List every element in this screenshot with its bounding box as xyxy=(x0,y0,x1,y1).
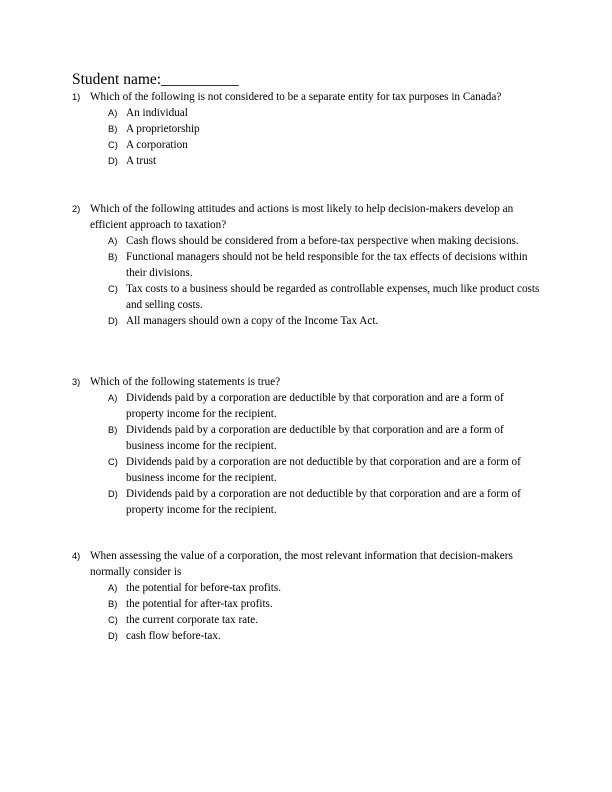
question-3 xyxy=(72,374,542,518)
answer-option[interactable] xyxy=(108,454,542,486)
student-name-label: Student name:__________ xyxy=(72,71,239,88)
question-text: Which of the following attitudes and actions is most likely to help decision-makers develop an efficient approach to taxation? xyxy=(90,203,514,231)
option-letter: C) xyxy=(108,284,118,294)
option-text: cash flow before-tax. xyxy=(126,630,221,642)
option-letter: A) xyxy=(108,393,118,403)
answer-options xyxy=(108,390,542,518)
question-stem xyxy=(72,89,542,105)
option-text: the potential for after-tax profits. xyxy=(126,598,273,610)
option-text: the current corporate tax rate. xyxy=(126,614,258,626)
option-letter: A) xyxy=(108,583,118,593)
question-text: Which of the following is not considered to be a separate entity for tax purposes in Canada? xyxy=(90,91,502,103)
answer-option[interactable] xyxy=(108,486,542,518)
option-text: Dividends paid by a corporation are deductible by that corporation and are a form of business income for the recipient. xyxy=(126,424,504,452)
question-number: 4) xyxy=(72,551,81,561)
option-letter: B) xyxy=(108,124,118,134)
question-4 xyxy=(72,548,542,644)
answer-option[interactable] xyxy=(108,313,542,329)
answer-options xyxy=(108,105,542,169)
option-text: A corporation xyxy=(126,139,188,151)
option-letter: D) xyxy=(108,156,118,166)
option-letter: D) xyxy=(108,489,118,499)
option-letter: C) xyxy=(108,140,118,150)
question-stem xyxy=(72,374,542,390)
question-1 xyxy=(72,89,542,169)
question-number: 2) xyxy=(72,204,81,214)
answer-option[interactable] xyxy=(108,153,542,169)
option-text: Functional managers should not be held responsible for the tax effects of decisions within their divisions. xyxy=(126,251,528,279)
answer-option[interactable] xyxy=(108,390,542,422)
option-letter: C) xyxy=(108,615,118,625)
question-stem xyxy=(72,201,542,233)
option-text: A trust xyxy=(126,155,157,167)
question-number: 3) xyxy=(72,377,81,387)
option-letter: D) xyxy=(108,631,118,641)
answer-option[interactable] xyxy=(108,121,542,137)
answer-options xyxy=(108,580,542,644)
answer-option[interactable] xyxy=(108,249,542,281)
answer-option[interactable] xyxy=(108,422,542,454)
option-text: A proprietorship xyxy=(126,123,200,135)
option-letter: C) xyxy=(108,457,118,467)
option-letter: D) xyxy=(108,316,118,326)
option-letter: B) xyxy=(108,425,118,435)
answer-option[interactable] xyxy=(108,137,542,153)
option-text: Dividends paid by a corporation are not deductible by that corporation and are a form of property income for the recipient. xyxy=(126,488,521,516)
option-text: An individual xyxy=(126,107,188,119)
question-2 xyxy=(72,201,542,329)
answer-options xyxy=(108,233,542,329)
question-stem xyxy=(72,548,542,580)
option-text: All managers should own a copy of the Income Tax Act. xyxy=(126,315,379,327)
option-letter: B) xyxy=(108,252,118,262)
answer-option[interactable] xyxy=(108,580,542,596)
answer-option[interactable] xyxy=(108,628,542,644)
option-text: the potential for before-tax profits. xyxy=(126,582,282,594)
option-text: Cash flows should be considered from a before-tax perspective when making decisions. xyxy=(126,235,519,247)
answer-option[interactable] xyxy=(108,281,542,313)
question-number: 1) xyxy=(72,92,81,102)
question-text: When assessing the value of a corporation, the most relevant information that decision-makers normally consider is xyxy=(90,550,513,578)
answer-option[interactable] xyxy=(108,233,542,249)
option-letter: B) xyxy=(108,599,118,609)
option-text: Tax costs to a business should be regarded as controllable expenses, much like product costs and selling costs. xyxy=(126,283,540,311)
answer-option[interactable] xyxy=(108,105,542,121)
question-text: Which of the following statements is true? xyxy=(90,376,281,388)
option-text: Dividends paid by a corporation are deductible by that corporation and are a form of property income for the recipient. xyxy=(126,392,504,420)
option-letter: A) xyxy=(108,108,118,118)
answer-option[interactable] xyxy=(108,612,542,628)
option-text: Dividends paid by a corporation are not deductible by that corporation and are a form of business income for the recipient. xyxy=(126,456,521,484)
answer-option[interactable] xyxy=(108,596,542,612)
option-letter: A) xyxy=(108,236,118,246)
